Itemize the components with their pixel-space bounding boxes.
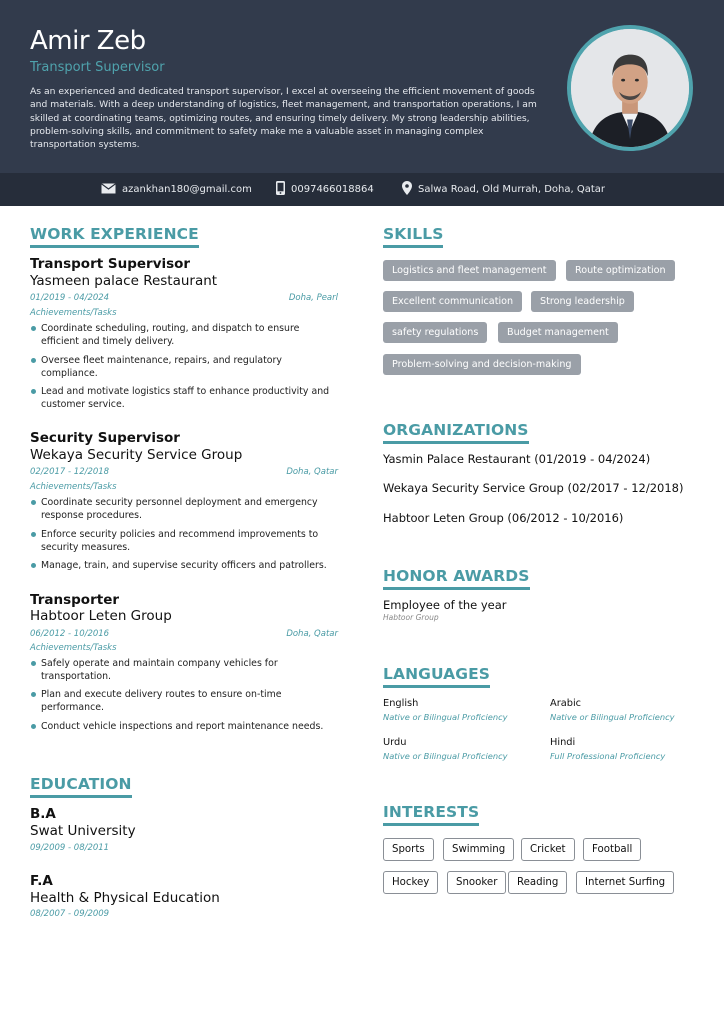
email-text: azankhan180@gmail.com <box>122 184 252 195</box>
task-item <box>30 322 340 349</box>
interests-heading: INTERESTS <box>383 803 479 826</box>
job-company: Yasmeen palace Restaurant <box>30 273 218 289</box>
skill-tag: Problem-solving and decision-making <box>383 354 581 375</box>
edu-school: Swat University <box>30 823 136 839</box>
contact-address <box>402 173 605 206</box>
job-meta <box>30 293 338 303</box>
language-name: English <box>383 698 419 709</box>
interest-tag: Reading <box>508 871 567 894</box>
task-text: Plan and execute delivery routes to ensure on-time performance. <box>41 689 282 714</box>
language-level: Full Professional Proficiency <box>550 751 666 761</box>
contact-email[interactable] <box>101 173 252 206</box>
skills-heading: SKILLS <box>383 225 443 248</box>
job-meta <box>30 629 338 639</box>
edu-school: Health & Physical Education <box>30 890 220 906</box>
task-item <box>30 528 340 555</box>
interest-tag: Cricket <box>521 838 575 861</box>
contact-bar <box>0 173 724 206</box>
language-name: Hindi <box>550 737 576 748</box>
phone-icon <box>276 181 285 198</box>
job-company: Habtoor Leten Group <box>30 608 172 624</box>
organization-item: Habtoor Leten Group (06/2012 - 10/2016) <box>383 511 624 525</box>
award-issuer: Habtoor Group <box>383 613 439 622</box>
job-meta <box>30 467 338 477</box>
task-text: Safely operate and maintain company vehicles for transportation. <box>41 658 278 683</box>
map-pin-icon <box>402 181 412 198</box>
task-text: Coordinate scheduling, routing, and dispatch to ensure efficient and timely delivery. <box>41 323 300 348</box>
job-location: Doha, Qatar <box>286 629 338 639</box>
job-location: Doha, Qatar <box>286 467 338 477</box>
profile-photo <box>567 25 693 151</box>
edu-dates: 08/2007 - 09/2009 <box>30 909 110 919</box>
achievements-label: Achievements/Tasks <box>30 643 117 653</box>
interest-tag: Sports <box>383 838 434 861</box>
phone-text: 0097466018864 <box>291 184 374 195</box>
job-title: Security Supervisor <box>30 430 180 446</box>
bullet-dot-icon <box>31 389 36 394</box>
address-text: Salwa Road, Old Murrah, Doha, Qatar <box>418 184 606 195</box>
skill-tag: Strong leadership <box>531 291 634 312</box>
bullet-dot-icon <box>31 500 36 505</box>
job-title: Transporter <box>30 592 120 608</box>
task-text: Coordinate security personnel deployment and emergency response procedures. <box>41 497 318 522</box>
task-text: Manage, train, and supervise security officers and patrollers. <box>41 560 327 571</box>
languages-heading: LANGUAGES <box>383 665 490 688</box>
organizations-heading: ORGANIZATIONS <box>383 421 529 444</box>
language-level: Native or Bilingual Proficiency <box>383 751 508 761</box>
candidate-role: Transport Supervisor <box>30 60 165 75</box>
bullet-dot-icon <box>31 563 36 568</box>
job-dates: 06/2012 - 10/2016 <box>30 629 110 639</box>
interest-tag: Football <box>583 838 641 861</box>
task-text: Oversee fleet maintenance, repairs, and regulatory compliance. <box>41 355 282 380</box>
bullet-dot-icon <box>31 532 36 537</box>
task-item <box>30 559 340 572</box>
bullet-dot-icon <box>31 358 36 363</box>
task-item <box>30 657 340 684</box>
skill-tag: Excellent communication <box>383 291 522 312</box>
education-heading: EDUCATION <box>30 775 132 798</box>
skill-tag: safety regulations <box>383 322 487 343</box>
task-item <box>30 688 340 715</box>
task-item <box>30 496 340 523</box>
language-name: Urdu <box>383 737 407 748</box>
interest-tag: Snooker <box>447 871 506 894</box>
achievements-label: Achievements/Tasks <box>30 308 117 318</box>
language-level: Native or Bilingual Proficiency <box>550 712 675 722</box>
bullet-dot-icon <box>31 692 36 697</box>
task-text: Lead and motivate logistics staff to enhance productivity and customer service. <box>41 386 330 411</box>
contact-phone[interactable] <box>276 173 374 206</box>
job-dates: 01/2019 - 04/2024 <box>30 293 110 303</box>
interest-tag: Hockey <box>383 871 438 894</box>
person-photo-icon <box>571 29 689 147</box>
edu-dates: 09/2009 - 08/2011 <box>30 843 110 853</box>
edu-degree: F.A <box>30 873 53 889</box>
language-name: Arabic <box>550 698 582 709</box>
task-text: Enforce security policies and recommend improvements to security measures. <box>41 529 319 554</box>
work-experience-heading: WORK EXPERIENCE <box>30 225 199 248</box>
honor-awards-heading: HONOR AWARDS <box>383 567 530 590</box>
skill-tag: Logistics and fleet management <box>383 260 556 281</box>
task-item <box>30 354 340 381</box>
bullet-dot-icon <box>31 326 36 331</box>
organization-item: Yasmin Palace Restaurant (01/2019 - 04/2024) <box>383 452 651 466</box>
task-item <box>30 385 340 412</box>
interest-tag: Swimming <box>443 838 514 861</box>
envelope-icon <box>101 183 116 197</box>
language-level: Native or Bilingual Proficiency <box>383 712 508 722</box>
skill-tag: Route optimization <box>566 260 675 281</box>
bullet-dot-icon <box>31 661 36 666</box>
profile-summary: As an experienced and dedicated transport supervisor, I excel at overseeing the efficient movement of goods and materials. With a deep understanding of logistics, fleet management, and transportation operations, I am skilled at coordinating teams, optimizing routes, and ensuring timely delivery. My strong leadership abilities, problem-solving skills, and commitment to safety make me a valuable asset in managing complex transportation systems. <box>30 86 537 151</box>
job-title: Transport Supervisor <box>30 256 191 272</box>
task-text: Conduct vehicle inspections and report maintenance needs. <box>41 721 324 732</box>
skill-tag: Budget management <box>498 322 618 343</box>
organization-item: Wekaya Security Service Group (02/2017 - 12/2018) <box>383 481 684 495</box>
candidate-name: Amir Zeb <box>30 26 146 56</box>
resume-header <box>0 0 724 173</box>
bullet-dot-icon <box>31 724 36 729</box>
job-company: Wekaya Security Service Group <box>30 447 243 463</box>
award-title: Employee of the year <box>383 598 507 612</box>
task-item <box>30 720 340 733</box>
achievements-label: Achievements/Tasks <box>30 482 117 492</box>
edu-degree: B.A <box>30 806 56 822</box>
job-location: Doha, Pearl <box>288 293 338 303</box>
interest-tag: Internet Surfing <box>576 871 674 894</box>
job-dates: 02/2017 - 12/2018 <box>30 467 110 477</box>
